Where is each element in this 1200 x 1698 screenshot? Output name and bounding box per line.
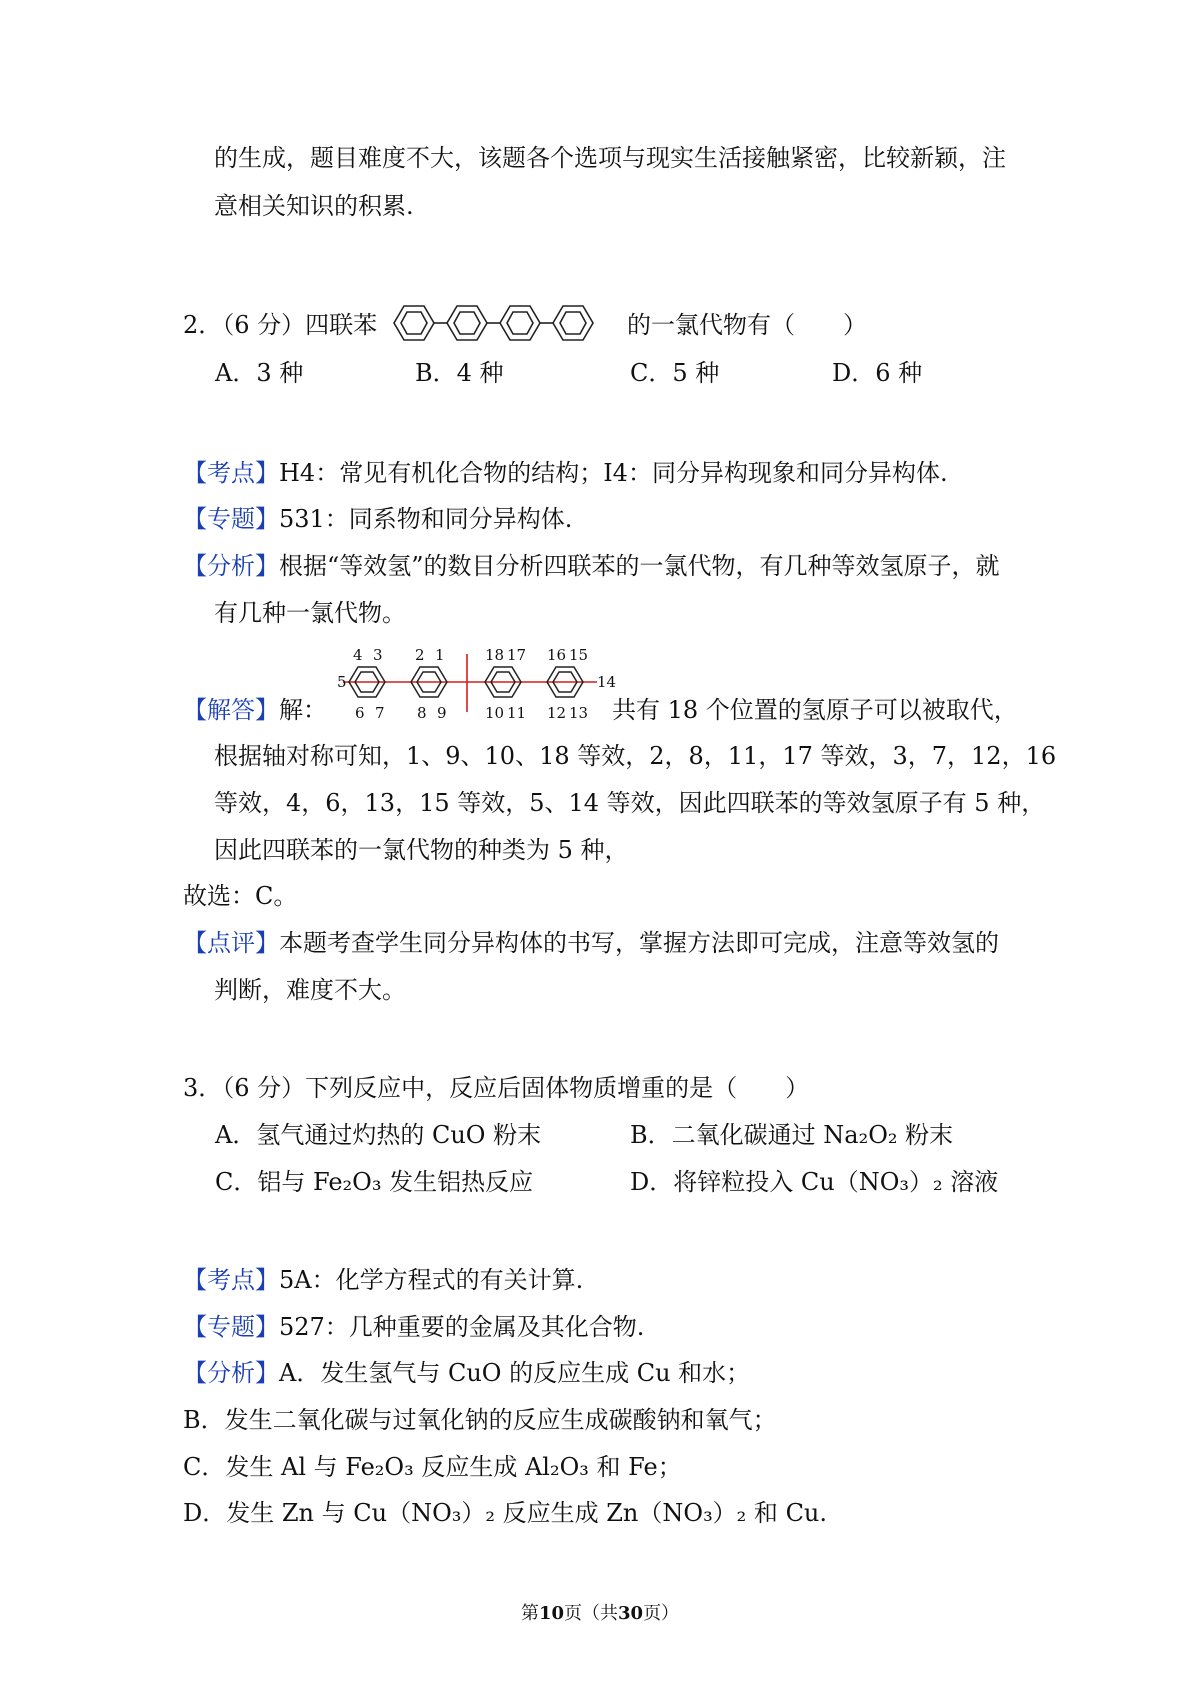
h-label-8: 8: [417, 704, 427, 722]
q2-option-d: D．6 种: [832, 359, 923, 387]
q2-option-b: B．4 种: [415, 359, 504, 387]
q3-option-c: C．铝与 Fe₂O₃ 发生铝热反应: [215, 1168, 534, 1196]
q3-kaodian: [183, 1264, 583, 1296]
q2-answer: 故选：C。: [183, 882, 298, 910]
q2-fenxi-tag: 【分析】: [183, 552, 279, 580]
q2-option-c: C．5 种: [630, 359, 720, 387]
q2-fenxi-text: 根据“等效氢”的数目分析四联苯的一氯代物，有几种等效氢原子，就: [279, 552, 1000, 580]
h-label-12: 12: [547, 704, 567, 722]
h-label-10: 10: [485, 704, 505, 722]
h-label-16: 16: [547, 646, 567, 664]
footer-total-pages: 30: [618, 1603, 644, 1624]
q3-line-c: C．发生 Al 与 Fe₂O₃ 反应生成 Al₂O₃ 和 Fe；: [183, 1453, 682, 1481]
q2-jieda-prefix: 解：: [279, 696, 327, 724]
numbered-quaterphenyl-diagram: [335, 640, 617, 724]
q3-zhuanti-text: 527：几种重要的金属及其化合物.: [279, 1313, 645, 1341]
q3-option-a: A．氢气通过灼热的 CuO 粉末: [215, 1121, 542, 1149]
q3-line-d: D．发生 Zn 与 Cu（NO₃）₂ 反应生成 Zn（NO₃）₂ 和 Cu.: [183, 1499, 828, 1527]
q2-kaodian: [183, 457, 948, 489]
q3-fenxi-text: A．发生氢气与 CuO 的反应生成 Cu 和水；: [279, 1359, 751, 1387]
h-label-15: 15: [569, 646, 589, 664]
q2-stem-suffix: 的一氯代物有（ ）: [627, 311, 867, 339]
q3-stem: 3．（6 分）下列反应中，反应后固体物质增重的是（ ）: [183, 1074, 810, 1102]
quaterphenyl-structure-diagram: [385, 290, 625, 356]
h-label-1: 1: [435, 646, 445, 664]
h-label-2: 2: [415, 646, 425, 664]
q2-dianping: [183, 927, 999, 959]
h-label-7: 7: [375, 704, 385, 722]
q2-fenxi: [183, 550, 1000, 582]
q2-zhuanti-tag: 【专题】: [183, 505, 279, 533]
h-label-5: 5: [337, 673, 347, 691]
q2-jieda-suffix: 共有 18 个位置的氢原子可以被取代，: [612, 696, 1018, 724]
benzene-ring-4: [553, 306, 593, 340]
benzene-ring-1: [394, 306, 434, 340]
h-label-17: 17: [507, 646, 527, 664]
q2-jieda: [183, 694, 327, 726]
h-label-4: 4: [353, 646, 363, 664]
h-label-9: 9: [437, 704, 447, 722]
q2-jieda-line-3: 等效，4，6，13，15 等效，5、14 等效，因此四联苯的等效氢原子有 5 种，: [214, 789, 1046, 817]
q2-stem-prefix: 2．（6 分）四联苯: [183, 311, 378, 339]
q3-kaodian-text: 5A：化学方程式的有关计算.: [279, 1266, 584, 1294]
intro-line-1: 的生成，题目难度不大，该题各个选项与现实生活接触紧密，比较新颖，注: [214, 144, 1006, 172]
h-label-14: 14: [597, 673, 617, 691]
footer-pre: 第: [520, 1603, 539, 1624]
q2-kaodian-text: H4：常见有机化合物的结构；I4：同分异构现象和同分异构体.: [279, 459, 948, 487]
q2-dianping-text: 本题考查学生同分异构体的书写，掌握方法即可完成，注意等效氢的: [279, 929, 999, 957]
q3-fenxi-tag: 【分析】: [183, 1359, 279, 1387]
q2-jieda-line-4: 因此四联苯的一氯代物的种类为 5 种，: [214, 836, 629, 864]
h-label-13: 13: [569, 704, 589, 722]
benzene-ring-2: [447, 306, 487, 340]
q3-option-b: B．二氧化碳通过 Na₂O₂ 粉末: [630, 1121, 954, 1149]
q3-fenxi: [183, 1357, 750, 1389]
footer-page-number: 10: [538, 1603, 564, 1624]
q2-dianping-line-2: 判断，难度不大。: [214, 976, 406, 1004]
q2-fenxi-line-2: 有几种一氯代物。: [214, 599, 406, 627]
q3-line-b: B．发生二氧化碳与过氧化钠的反应生成碳酸钠和氧气；: [183, 1406, 777, 1434]
h-label-18: 18: [485, 646, 505, 664]
h-label-3: 3: [373, 646, 383, 664]
q2-dianping-tag: 【点评】: [183, 929, 279, 957]
q2-zhuanti-text: 531：同系物和同分异构体.: [279, 505, 573, 533]
footer-post: 页）: [643, 1603, 680, 1624]
q3-zhuanti: [183, 1311, 644, 1343]
intro-line-2: 意相关知识的积累.: [214, 192, 414, 220]
footer-mid: 页（共: [564, 1603, 618, 1624]
q2-zhuanti: [183, 503, 572, 535]
q2-kaodian-tag: 【考点】: [183, 459, 279, 487]
h-label-11: 11: [507, 704, 527, 722]
page-footer: [0, 1602, 1200, 1626]
q3-option-d: D．将锌粒投入 Cu（NO₃）₂ 溶液: [630, 1168, 999, 1196]
q3-zhuanti-tag: 【专题】: [183, 1313, 279, 1341]
benzene-ring-3: [500, 306, 540, 340]
q2-option-a: A．3 种: [215, 359, 304, 387]
h-label-6: 6: [355, 704, 365, 722]
q3-kaodian-tag: 【考点】: [183, 1266, 279, 1294]
q2-jieda-tag: 【解答】: [183, 696, 279, 724]
q2-jieda-line-2: 根据轴对称可知，1、9、10、18 等效，2，8，11，17 等效，3，7，12，16: [214, 742, 1057, 770]
